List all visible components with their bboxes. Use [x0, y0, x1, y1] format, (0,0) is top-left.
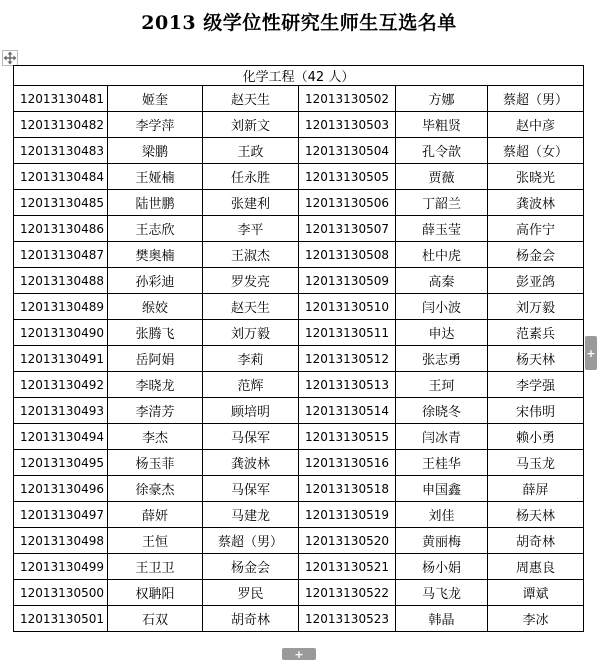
student-name-cell: 李晓龙	[108, 372, 203, 398]
table-row	[14, 476, 584, 502]
advisor-name-cell: 蔡超（男）	[203, 528, 299, 554]
student-id-cell: 12013130503	[299, 112, 396, 138]
student-id-cell: 12013130498	[14, 528, 108, 554]
student-name-cell: 闫小波	[396, 294, 488, 320]
student-name-cell: 张志勇	[396, 346, 488, 372]
advisor-name-cell: 李莉	[203, 346, 299, 372]
advisor-name-cell: 彭亚鸽	[488, 268, 584, 294]
student-id-cell: 12013130506	[299, 190, 396, 216]
student-name-cell: 李学萍	[108, 112, 203, 138]
advisor-name-cell: 蔡超（男）	[488, 86, 584, 112]
student-id-cell: 12013130489	[14, 294, 108, 320]
advisor-name-cell: 龚波林	[488, 190, 584, 216]
advisor-name-cell: 杨天林	[488, 502, 584, 528]
student-id-cell: 12013130488	[14, 268, 108, 294]
student-id-cell: 12013130515	[299, 424, 396, 450]
student-id-cell: 12013130514	[299, 398, 396, 424]
student-id-cell: 12013130511	[299, 320, 396, 346]
advisor-name-cell: 马玉龙	[488, 450, 584, 476]
advisor-name-cell: 张晓光	[488, 164, 584, 190]
table-row	[14, 138, 584, 164]
advisor-name-cell: 任永胜	[203, 164, 299, 190]
table-row	[14, 606, 584, 632]
student-name-cell: 黄丽梅	[396, 528, 488, 554]
student-name-cell: 李杰	[108, 424, 203, 450]
student-name-cell: 薛妍	[108, 502, 203, 528]
table-row	[14, 346, 584, 372]
student-name-cell: 申国鑫	[396, 476, 488, 502]
table-row	[14, 528, 584, 554]
student-name-cell: 王桂华	[396, 450, 488, 476]
table-move-handle-icon[interactable]	[2, 50, 18, 66]
student-id-cell: 12013130510	[299, 294, 396, 320]
student-id-cell: 12013130485	[14, 190, 108, 216]
table-row	[14, 112, 584, 138]
advisor-name-cell: 杨天林	[488, 346, 584, 372]
student-id-cell: 12013130502	[299, 86, 396, 112]
advisor-name-cell: 高作宁	[488, 216, 584, 242]
student-id-cell: 12013130501	[14, 606, 108, 632]
student-id-cell: 12013130497	[14, 502, 108, 528]
advisor-name-cell: 宋伟明	[488, 398, 584, 424]
table-row	[14, 372, 584, 398]
advisor-name-cell: 李平	[203, 216, 299, 242]
advisor-name-cell: 范素兵	[488, 320, 584, 346]
student-id-cell: 12013130500	[14, 580, 108, 606]
student-id-cell: 12013130483	[14, 138, 108, 164]
table-row	[14, 450, 584, 476]
student-id-cell: 12013130482	[14, 112, 108, 138]
student-name-cell: 孙彩迪	[108, 268, 203, 294]
student-name-cell: 马飞龙	[396, 580, 488, 606]
student-name-cell: 姬奎	[108, 86, 203, 112]
student-id-cell: 12013130509	[299, 268, 396, 294]
student-id-cell: 12013130504	[299, 138, 396, 164]
table-row	[14, 424, 584, 450]
student-id-cell: 12013130518	[299, 476, 396, 502]
student-name-cell: 樊奥楠	[108, 242, 203, 268]
student-name-cell: 方娜	[396, 86, 488, 112]
table-row	[14, 398, 584, 424]
student-id-cell: 12013130499	[14, 554, 108, 580]
advisor-name-cell: 罗民	[203, 580, 299, 606]
student-name-cell: 石双	[108, 606, 203, 632]
student-name-cell: 权聃阳	[108, 580, 203, 606]
advisor-name-cell: 周惠良	[488, 554, 584, 580]
student-name-cell: 孔令歆	[396, 138, 488, 164]
student-id-cell: 12013130516	[299, 450, 396, 476]
advisor-name-cell: 刘万毅	[488, 294, 584, 320]
student-name-cell: 杨玉菲	[108, 450, 203, 476]
student-id-cell: 12013130491	[14, 346, 108, 372]
advisor-name-cell: 赖小勇	[488, 424, 584, 450]
student-id-cell: 12013130507	[299, 216, 396, 242]
student-id-cell: 12013130522	[299, 580, 396, 606]
table-row	[14, 294, 584, 320]
student-id-cell: 12013130495	[14, 450, 108, 476]
student-id-cell: 12013130496	[14, 476, 108, 502]
advisor-name-cell: 杨金会	[488, 242, 584, 268]
table-row	[14, 164, 584, 190]
table-row	[14, 190, 584, 216]
table-header-row	[14, 66, 584, 86]
major-header: 化学工程（42 人）	[14, 66, 584, 86]
advisor-name-cell: 李冰	[488, 606, 584, 632]
student-id-cell: 12013130519	[299, 502, 396, 528]
table-row	[14, 502, 584, 528]
advisor-name-cell: 范辉	[203, 372, 299, 398]
student-name-cell: 王恒	[108, 528, 203, 554]
table-row	[14, 216, 584, 242]
advisor-name-cell: 刘新文	[203, 112, 299, 138]
advisor-name-cell: 马保军	[203, 424, 299, 450]
advisor-name-cell: 龚波林	[203, 450, 299, 476]
advisor-name-cell: 顾培明	[203, 398, 299, 424]
advisor-name-cell: 胡奇林	[203, 606, 299, 632]
student-name-cell: 王娅楠	[108, 164, 203, 190]
table-row	[14, 580, 584, 606]
student-id-cell: 12013130486	[14, 216, 108, 242]
advisor-name-cell: 马建龙	[203, 502, 299, 528]
add-column-plus-icon: +	[586, 346, 596, 360]
advisor-name-cell: 王淑杰	[203, 242, 299, 268]
student-id-cell: 12013130523	[299, 606, 396, 632]
student-name-cell: 刘佳	[396, 502, 488, 528]
student-name-cell: 王卫卫	[108, 554, 203, 580]
student-name-cell: 徐豪杰	[108, 476, 203, 502]
student-id-cell: 12013130493	[14, 398, 108, 424]
student-name-cell: 申达	[396, 320, 488, 346]
student-name-cell: 杨小娟	[396, 554, 488, 580]
student-name-cell: 毕粗贤	[396, 112, 488, 138]
advisor-name-cell: 罗发亮	[203, 268, 299, 294]
advisor-name-cell: 刘万毅	[203, 320, 299, 346]
student-id-cell: 12013130494	[14, 424, 108, 450]
student-name-cell: 张腾飞	[108, 320, 203, 346]
advisor-name-cell: 张建利	[203, 190, 299, 216]
student-name-cell: 徐晓冬	[396, 398, 488, 424]
student-id-cell: 12013130487	[14, 242, 108, 268]
student-id-cell: 12013130490	[14, 320, 108, 346]
advisor-name-cell: 赵天生	[203, 294, 299, 320]
student-name-cell: 梁鹏	[108, 138, 203, 164]
student-id-cell: 12013130512	[299, 346, 396, 372]
document-title: 2013 级学位性研究生师生互选名单	[141, 12, 457, 34]
student-id-cell: 12013130484	[14, 164, 108, 190]
student-name-cell: 杜中虎	[396, 242, 488, 268]
table-row	[14, 320, 584, 346]
advisor-name-cell: 谭斌	[488, 580, 584, 606]
advisor-name-cell: 蔡超（女）	[488, 138, 584, 164]
student-id-cell: 12013130513	[299, 372, 396, 398]
student-name-cell: 薛玉莹	[396, 216, 488, 242]
add-row-button[interactable]	[282, 648, 316, 660]
student-name-cell: 贾薇	[396, 164, 488, 190]
add-column-button[interactable]	[585, 336, 597, 370]
student-name-cell: 丁韶兰	[396, 190, 488, 216]
student-name-cell: 王珂	[396, 372, 488, 398]
advisor-name-cell: 胡奇林	[488, 528, 584, 554]
student-id-cell: 12013130520	[299, 528, 396, 554]
student-name-cell: 李清芳	[108, 398, 203, 424]
student-id-cell: 12013130505	[299, 164, 396, 190]
table-row	[14, 268, 584, 294]
table-row	[14, 86, 584, 112]
student-id-cell: 12013130508	[299, 242, 396, 268]
add-row-plus-icon: +	[294, 647, 304, 661]
table-row	[14, 554, 584, 580]
student-id-cell: 12013130492	[14, 372, 108, 398]
student-name-cell: 王志欣	[108, 216, 203, 242]
student-name-cell: 闫冰青	[396, 424, 488, 450]
student-id-cell: 12013130481	[14, 86, 108, 112]
student-name-cell: 高秦	[396, 268, 488, 294]
student-id-cell: 12013130521	[299, 554, 396, 580]
advisor-name-cell: 赵天生	[203, 86, 299, 112]
advisor-name-cell: 马保军	[203, 476, 299, 502]
advisor-name-cell: 赵中彦	[488, 112, 584, 138]
advisor-name-cell: 李学强	[488, 372, 584, 398]
student-name-cell: 陆世鹏	[108, 190, 203, 216]
advisor-name-cell: 薛屏	[488, 476, 584, 502]
student-name-cell: 岳阿娟	[108, 346, 203, 372]
student-name-cell: 韩晶	[396, 606, 488, 632]
advisor-name-cell: 王政	[203, 138, 299, 164]
student-name-cell: 缑姣	[108, 294, 203, 320]
table-row	[14, 242, 584, 268]
advisor-name-cell: 杨金会	[203, 554, 299, 580]
student-advisor-table	[13, 65, 584, 632]
